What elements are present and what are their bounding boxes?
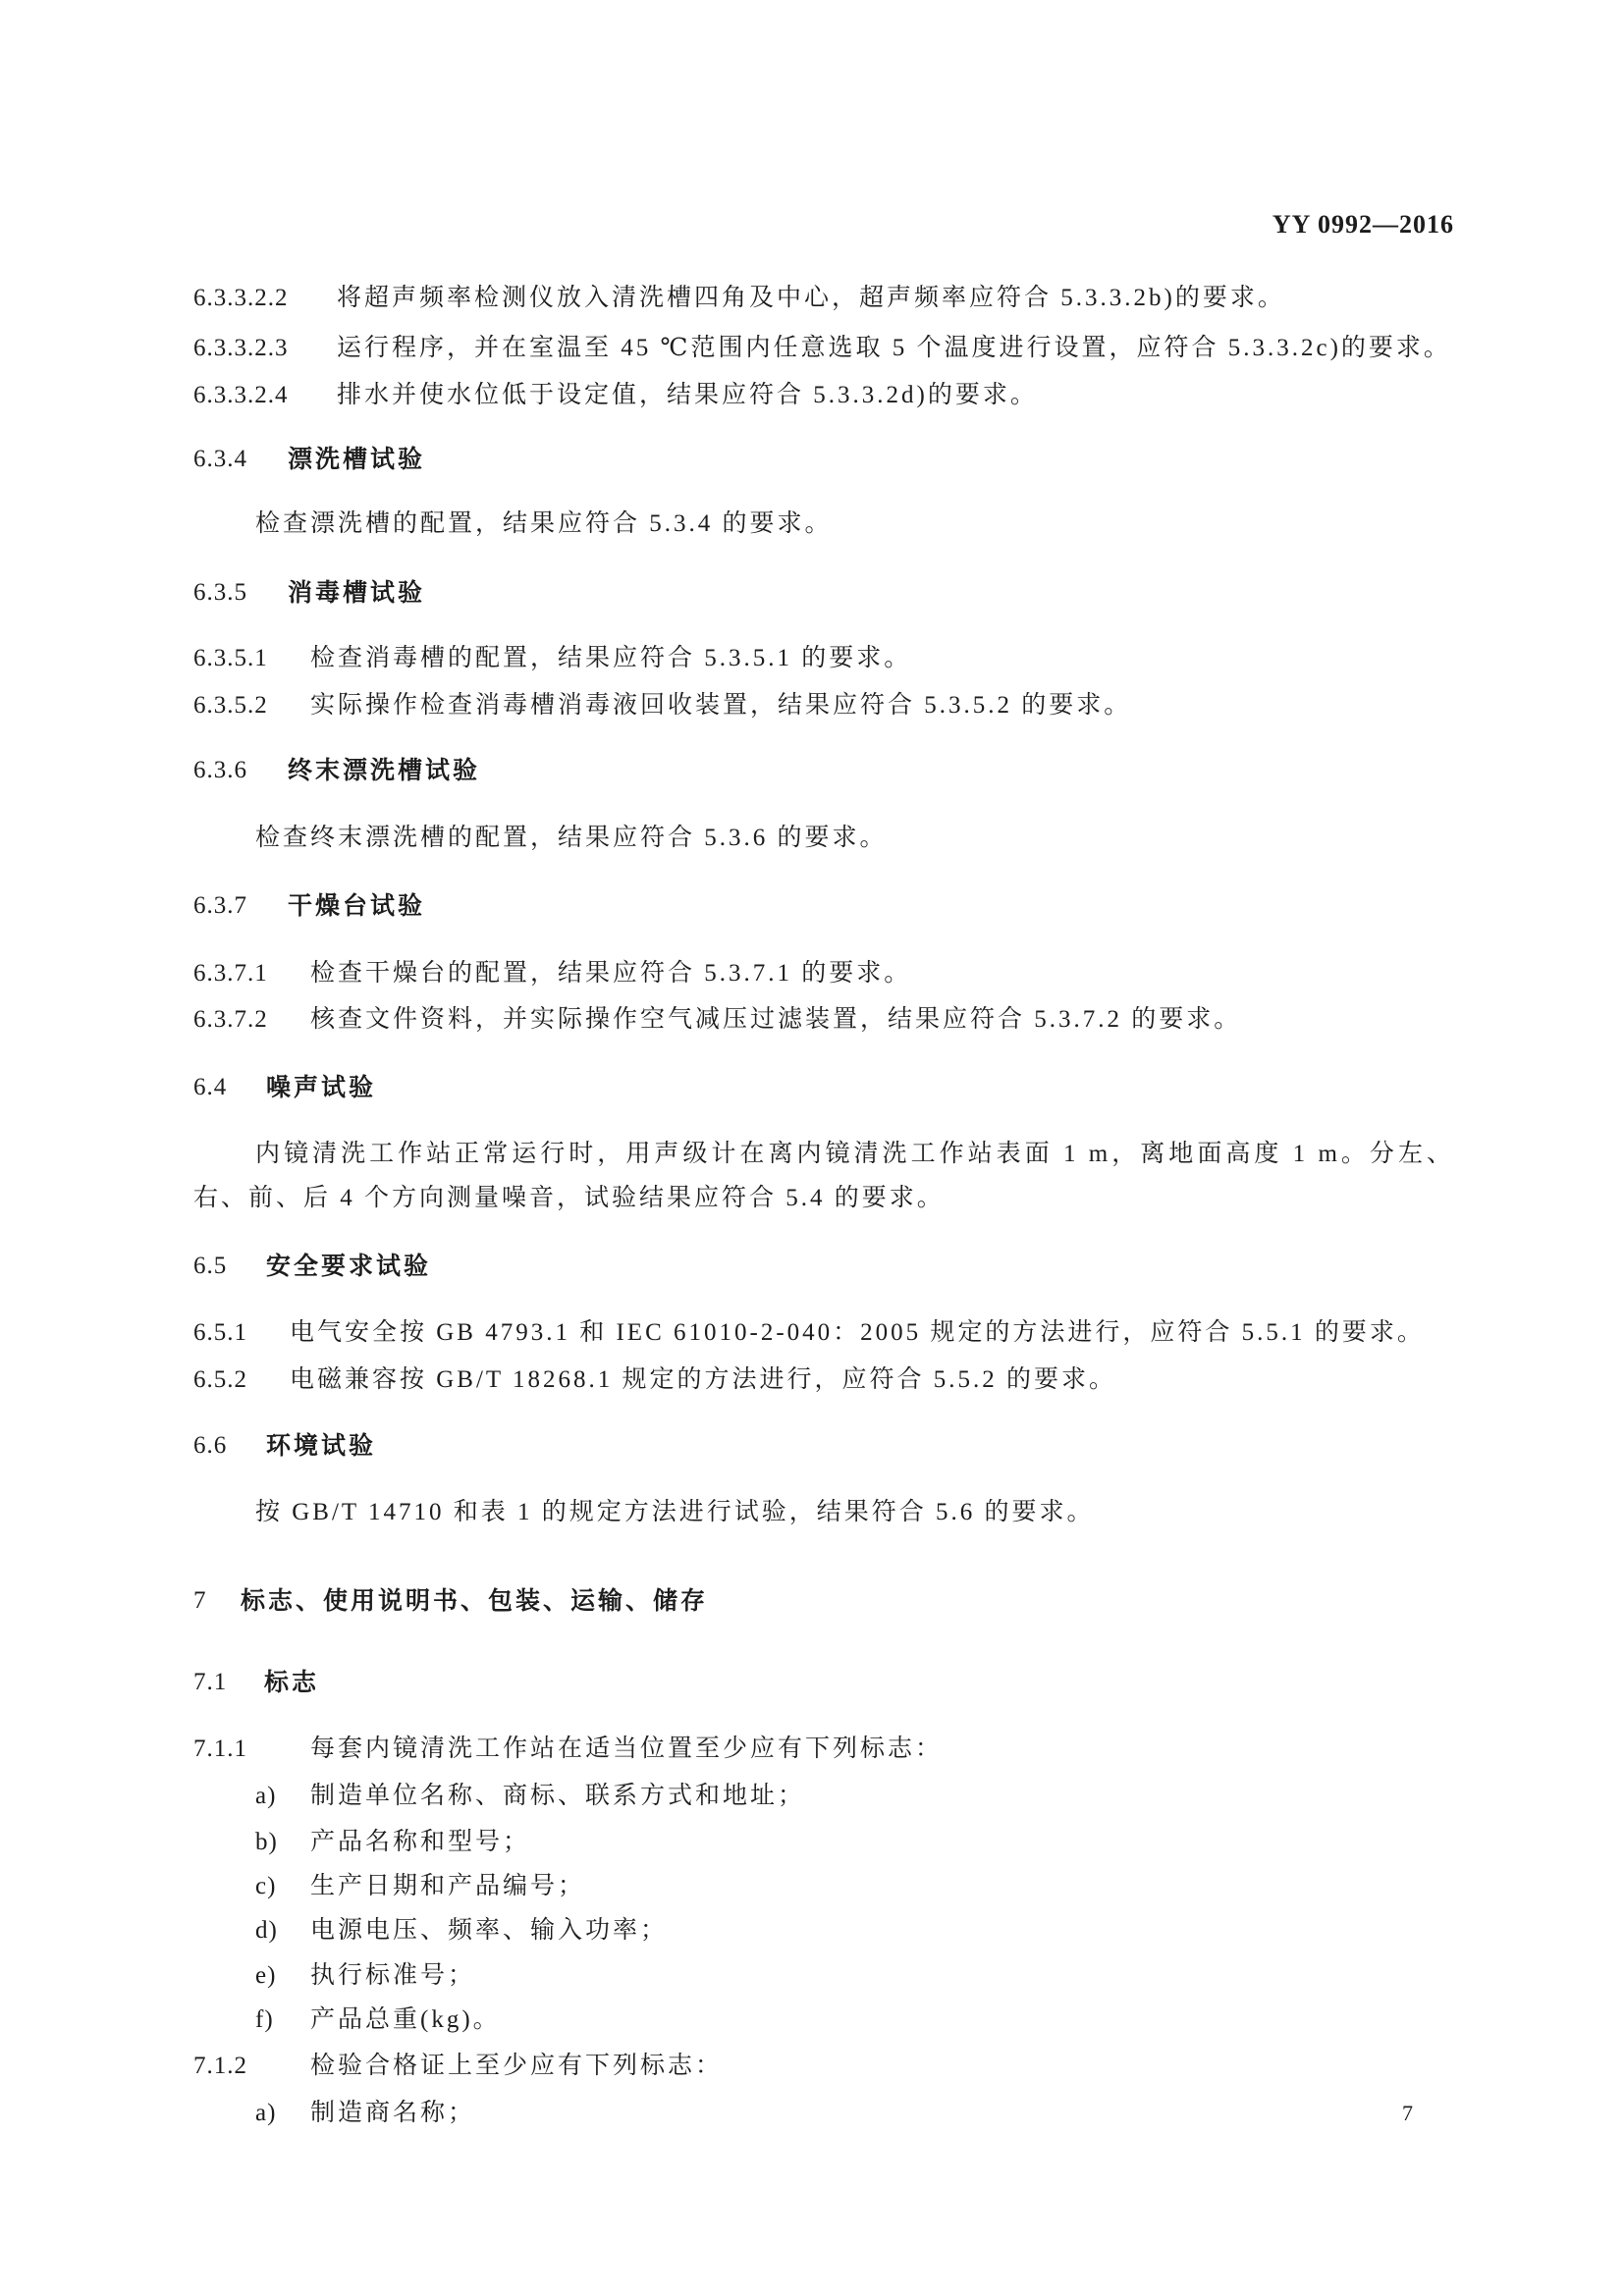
clause-number: 6.3.3.2.4: [193, 382, 289, 408]
body-6-3-4: [0, 508, 1624, 540]
clause-6-5-1: [0, 1317, 1624, 1349]
clause-text: 核查文件资料，并实际操作空气减压过滤装置，结果应符合 5.3.7.2 的要求。: [310, 1006, 1242, 1033]
list-item-label: f): [255, 2006, 274, 2033]
list-item-text: 产品名称和型号；: [310, 1829, 531, 1855]
page-number: 7: [1402, 2101, 1413, 2125]
heading-number: 7.1: [193, 1669, 228, 1695]
heading-title: 漂洗槽试验: [288, 445, 426, 473]
heading-title: 安全要求试验: [266, 1252, 432, 1280]
list-item-text: 电源电压、频率、输入功率；: [310, 1917, 669, 1944]
list-item-label: c): [255, 1873, 277, 1899]
clause-number: 6.3.7.1: [193, 960, 268, 987]
heading-title: 终末漂洗槽试验: [288, 756, 481, 784]
list-item: [0, 1915, 1624, 1947]
list-item: [0, 1960, 1624, 1992]
clause-text: 实际操作检查消毒槽消毒液回收装置，结果应符合 5.3.5.2 的要求。: [310, 692, 1132, 719]
clause-text: 检查消毒槽的配置，结果应符合 5.3.5.1 的要求。: [310, 645, 912, 671]
clause-number: 7.1.2: [193, 2053, 247, 2079]
list-item: [0, 1827, 1624, 1858]
heading-number: 6.3.5: [193, 579, 247, 606]
clause-7-1-2: [0, 2051, 1624, 2082]
clause-6-3-7-1: [0, 958, 1624, 989]
standard-code-header: YY 0992—2016: [1272, 210, 1454, 239]
list-item: [0, 2098, 1624, 2129]
heading-number: 6.3.4: [193, 446, 247, 472]
clause-7-1-1: [0, 1734, 1624, 1765]
list-item: [0, 1781, 1624, 1812]
list-item-label: b): [255, 1829, 278, 1855]
heading-title: 噪声试验: [266, 1073, 377, 1101]
heading-title: 环境试验: [266, 1431, 377, 1460]
clause-number: 7.1.1: [193, 1735, 247, 1762]
list-item-label: d): [255, 1917, 278, 1944]
clause-number: 6.3.7.2: [193, 1006, 268, 1033]
clause-6-3-7-2: [0, 1004, 1624, 1036]
list-item-text: 产品总重(kg)。: [310, 2006, 501, 2033]
list-item-label: a): [255, 1783, 277, 1809]
clause-number: 6.3.5.1: [193, 645, 268, 671]
heading-number: 6.3.7: [193, 892, 247, 919]
body-text: 按 GB/T 14710 和表 1 的规定方法进行试验，结果符合 5.6 的要求。: [255, 1499, 1095, 1525]
clause-text: 电气安全按 GB 4793.1 和 IEC 61010-2-040：2005 规定的方法进行，应符合 5.5.1 的要求。: [290, 1319, 1425, 1346]
heading-6-3-7: [0, 890, 1624, 922]
clause-6-3-3-2-2: [0, 283, 1624, 314]
heading-title: 干燥台试验: [288, 891, 426, 920]
heading-number: 6.6: [193, 1432, 228, 1459]
clause-6-5-2: [0, 1364, 1624, 1396]
body-6-3-6: [0, 823, 1624, 854]
heading-6-3-4: [0, 444, 1624, 475]
heading-title: 标志: [264, 1668, 320, 1696]
heading-title: 消毒槽试验: [288, 578, 426, 607]
heading-6-6: [0, 1430, 1624, 1462]
heading-6-5: [0, 1251, 1624, 1282]
list-item: [0, 2004, 1624, 2036]
clause-text: 将超声频率检测仪放入清洗槽四角及中心，超声频率应符合 5.3.3.2b)的要求。: [337, 285, 1285, 311]
list-item-text: 制造单位名称、商标、联系方式和地址；: [310, 1783, 806, 1809]
heading-number: 6.4: [193, 1074, 228, 1100]
clause-text: 电磁兼容按 GB/T 18268.1 规定的方法进行，应符合 5.5.2 的要求。: [290, 1366, 1116, 1393]
heading-6-3-5: [0, 577, 1624, 609]
clause-number: 6.5.1: [193, 1319, 247, 1346]
heading-number: 6.3.6: [193, 757, 247, 783]
body-text: 检查漂洗槽的配置，结果应符合 5.3.4 的要求。: [255, 510, 833, 537]
heading-6-4: [0, 1072, 1624, 1103]
clause-number: 6.5.2: [193, 1366, 247, 1393]
clause-6-3-3-2-4: [0, 380, 1624, 411]
clause-6-3-5-2: [0, 690, 1624, 721]
clause-number: 6.3.3.2.2: [193, 285, 289, 311]
heading-number: 7: [193, 1587, 207, 1614]
list-item-label: e): [255, 1962, 277, 1989]
heading-7: [0, 1585, 1624, 1617]
clause-text: 每套内镜清洗工作站在适当位置至少应有下列标志：: [310, 1735, 944, 1762]
list-item: [0, 1871, 1624, 1902]
clause-number: 6.3.3.2.3: [193, 335, 289, 361]
list-item-text: 生产日期和产品编号；: [310, 1873, 586, 1899]
clause-6-3-5-1: [0, 643, 1624, 674]
heading-7-1: [0, 1667, 1624, 1698]
heading-6-3-6: [0, 755, 1624, 786]
heading-number: 6.5: [193, 1253, 228, 1279]
body-text: 检查终末漂洗槽的配置，结果应符合 5.3.6 的要求。: [255, 825, 888, 851]
list-item-text: 执行标准号；: [310, 1962, 476, 1989]
list-item-label: a): [255, 2100, 277, 2126]
clause-text: 检验合格证上至少应有下列标志：: [310, 2053, 724, 2079]
clause-text: 排水并使水位低于设定值，结果应符合 5.3.3.2d)的要求。: [337, 382, 1038, 408]
clause-text: 运行程序，并在室温至 45 ℃范围内任意选取 5 个温度进行设置，应符合 5.3.3.2c)的要求。: [337, 335, 1451, 361]
clause-number: 6.3.5.2: [193, 692, 268, 719]
clause-text: 检查干燥台的配置，结果应符合 5.3.7.1 的要求。: [310, 960, 912, 987]
clause-6-3-3-2-3: [0, 333, 1624, 364]
body-6-4-paragraph: 内镜清洗工作站正常运行时，用声级计在离内镜清洗工作站表面 1 m，离地面高度 1 m。分左、右、前、后 4 个方向测量噪音，试验结果应符合 5.4 的要求。: [193, 1141, 1454, 1211]
body-6-6: [0, 1497, 1624, 1528]
list-item-text: 制造商名称；: [310, 2100, 476, 2126]
heading-title: 标志、使用说明书、包装、运输、储存: [241, 1586, 709, 1615]
